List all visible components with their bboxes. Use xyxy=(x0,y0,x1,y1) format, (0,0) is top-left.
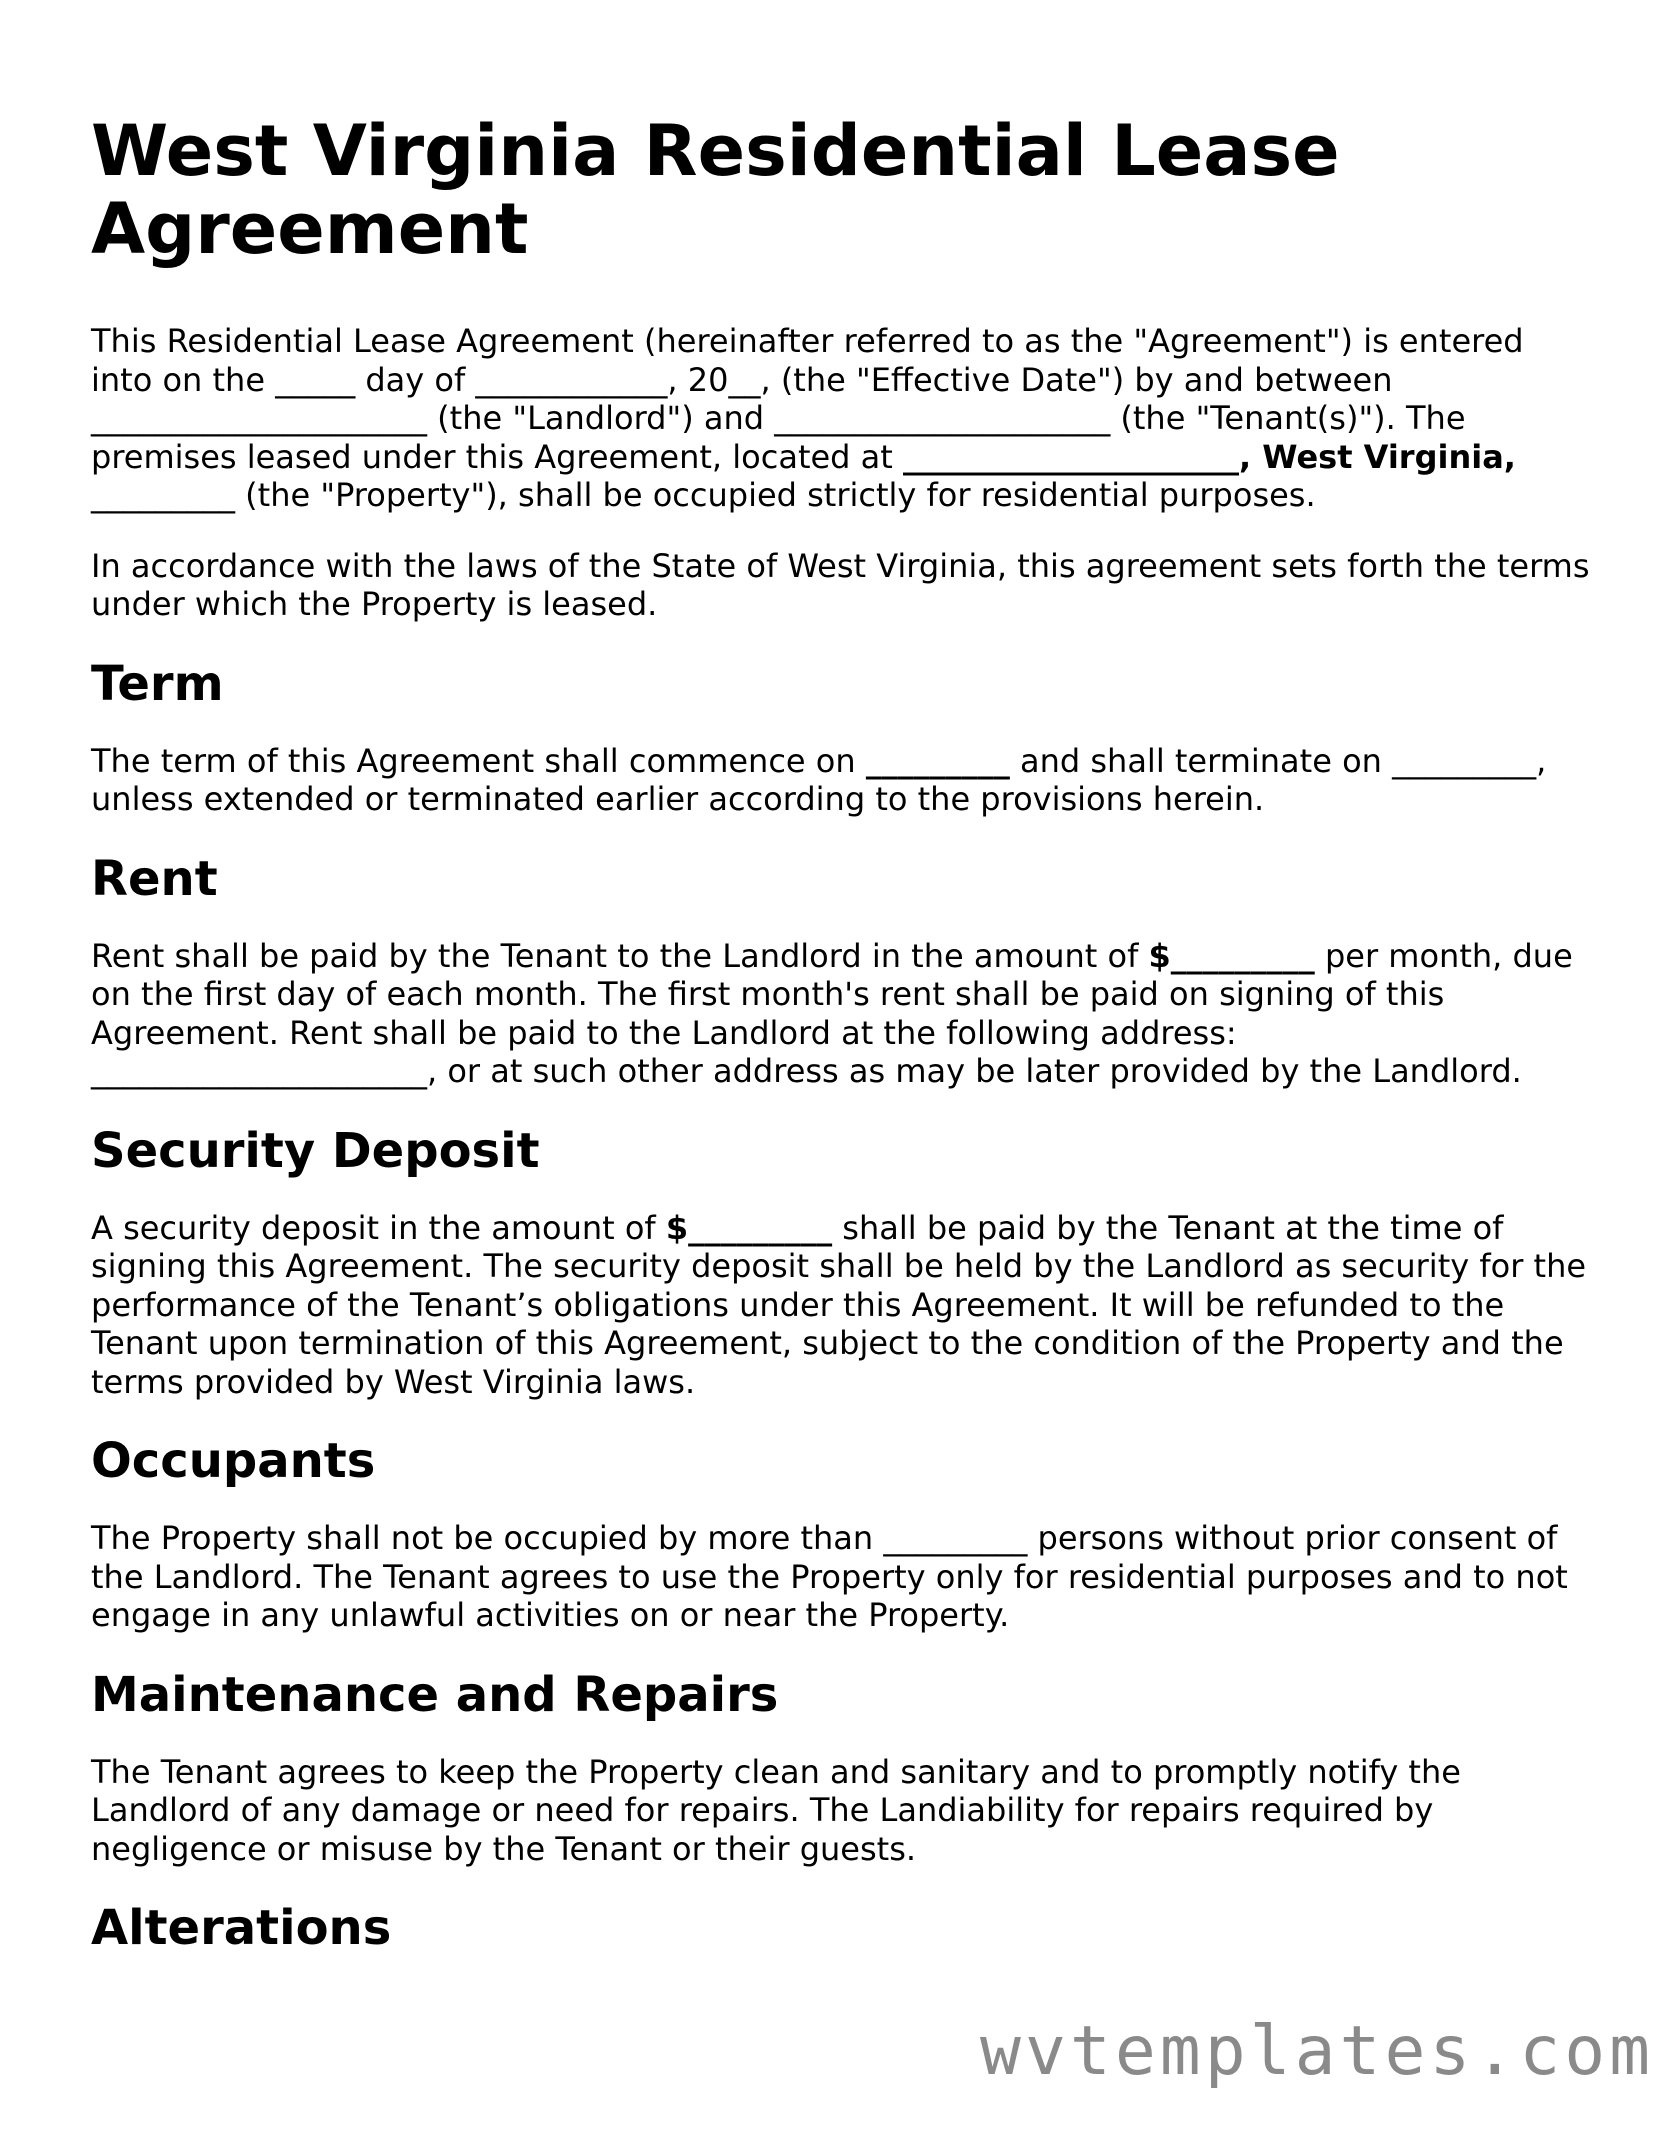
accordance-paragraph: In accordance with the laws of the State of West Virginia, this agreement sets forth the terms under which the Property is leased. xyxy=(91,546,1590,623)
rent-text-2: per month, due on the first day of each month. The first month's rent shall be paid on signing of this Agreement. Rent shall be paid to the Landlord at the following address: _____________________, or at such other address as may be later provided by the Landlord. xyxy=(91,936,1573,1090)
intro-text-2: _________ (the "Property"), shall be occupied strictly for residential purposes. xyxy=(91,476,1316,514)
term-start-blank: _________ xyxy=(865,741,1010,780)
rent-heading: Rent xyxy=(91,850,218,907)
document-title: West Virginia Residential Lease Agreement xyxy=(91,110,1340,270)
term-section xyxy=(91,656,1591,819)
deposit-text-1: A security deposit in the amount of xyxy=(91,1208,666,1247)
term-text-1: The term of this Agreement shall commence on xyxy=(91,741,866,780)
occupants-section xyxy=(91,1433,1591,1635)
rent-amount-blank: $_________ xyxy=(1148,936,1315,975)
watermark: wvtemplates.com xyxy=(980,2012,1655,2091)
maintenance-paragraph: The Tenant agrees to keep the Property clean and sanitary and to promptly notify the Landlord of any damage or need for repairs. The Landiability for repairs required by negligence or misuse by the Tenant or their guests. xyxy=(91,1752,1461,1868)
deposit-text-2: shall be paid by the Tenant at the time of signing this Agreement. The security deposit shall be held by the Landlord as security for the performance of the Tenant’s obligations under this Agreement. It will be refunded to the Tenant upon termination of this Agreement, subject to the condition of the Property and the terms provided by West Virginia laws. xyxy=(91,1208,1587,1401)
security-deposit-paragraph xyxy=(91,1209,1591,1402)
maintenance-section xyxy=(91,1667,1591,1869)
alterations-section xyxy=(91,1900,1591,1956)
term-paragraph xyxy=(91,742,1591,819)
intro-text-1: This Residential Lease Agreement (hereinafter referred to as the "Agreement") is entered into on the _____ day of ____________, 20__, (the "Effective Date") by and between _____________________ (the "Landlord") and _____________________ (the "Tenant(s)"). The premises leased under this Agreement, located at xyxy=(91,322,1524,476)
occupants-heading: Occupants xyxy=(91,1433,376,1489)
security-deposit-heading: Security Deposit xyxy=(91,1122,540,1179)
maintenance-heading: Maintenance and Repairs xyxy=(91,1666,779,1723)
intro-paragraph xyxy=(91,322,1591,515)
deposit-amount-blank: $_________ xyxy=(665,1208,833,1247)
intro-address-blank: _____________________, West Virginia, xyxy=(902,437,1516,476)
term-heading: Term xyxy=(91,655,224,712)
term-text-2: and shall terminate on _________, unless extended or terminated earlier according to the provisions herein. xyxy=(91,741,1547,818)
occupants-paragraph: The Property shall not be occupied by more than _________ persons without prior consent of the Landlord. The Tenant agrees to use the Property only for residential purposes and to not engage in any unlawful activities on or near the Property. xyxy=(91,1519,1568,1634)
rent-text-1: Rent shall be paid by the Tenant to the Landlord in the amount of xyxy=(91,936,1149,975)
rent-paragraph xyxy=(91,937,1591,1091)
document-page xyxy=(91,112,1591,1986)
alterations-heading: Alterations xyxy=(91,1900,392,1956)
rent-section xyxy=(91,851,1591,1091)
security-deposit-section xyxy=(91,1123,1591,1402)
